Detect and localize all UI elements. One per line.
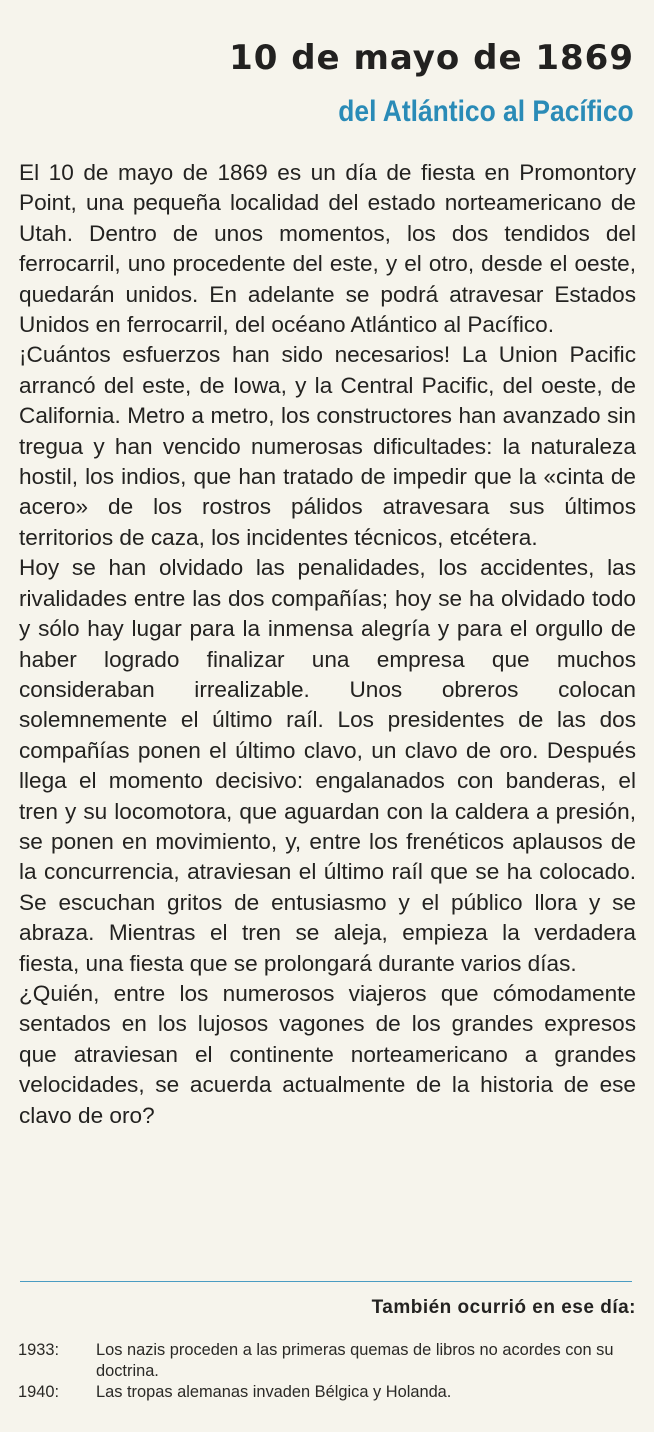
also-happened-heading: También ocurrió en ese día:: [371, 1297, 636, 1318]
event-year: 1940:: [18, 1383, 60, 1402]
paragraph: ¿Quién, entre los numerosos viajeros que cómodamente sentados en los lujosos vagones de los grandes expresos que atraviesan el continente norteamericano a grandes velocidades, se acuerda actualmente de la historia de ese clavo de oro?: [19, 980, 636, 1128]
event-year: 1933:: [18, 1341, 60, 1359]
paragraph: ¡Cuántos esfuerzos han sido necesarios! La Union Pacific arrancó del este, de Iowa, y la Central Pacific, del oeste, de California. Metro a metro, los constructores han avanzado sin tregua y han vencido numerosas dificultades: la naturaleza hostil, los indios, que han tratado de impedir que la «cinta de acero» de los rostros pálidos atravesara sus últimos territorios de caza, los incidentes técnicos, etcétera.: [19, 342, 636, 550]
event-item: [18, 1382, 638, 1403]
page-title: 10 de mayo de 1869: [229, 38, 634, 78]
events-list: [18, 1340, 638, 1404]
event-item: [18, 1340, 638, 1381]
event-text: Los nazis proceden a las primeras quemas de libros no acordes con su doctrina.: [96, 1341, 614, 1380]
section-divider: [20, 1281, 632, 1282]
article-body: [19, 158, 636, 1131]
paragraph: El 10 de mayo de 1869 es un día de fiesta en Promontory Point, una pequeña localidad del estado norteamericano de Utah. Dentro de unos momentos, los dos tendidos del ferrocarril, uno procedente del este, y el otro, desde el oeste, quedarán unidos. En adelante se podrá atravesar Estados Unidos en ferrocarril, del océano Atlántico al Pacífico.: [19, 160, 636, 338]
event-text: Las tropas alemanas invaden Bélgica y Holanda.: [96, 1383, 452, 1402]
page-subtitle: del Atlántico al Pacífico: [338, 95, 634, 128]
paragraph: Hoy se han olvidado las penalidades, los accidentes, las rivalidades entre las dos compañías; hoy se ha olvidado todo y sólo hay lugar para la inmensa alegría y para el orgullo de haber logrado finalizar una empresa que muchos consideraban irrealizable. Unos obreros colocan solemnemente el último raíl. Los presidentes de las dos compañías ponen el último clavo, un clavo de oro. Después llega el momento decisivo: engalanados con banderas, el tren y su locomotora, que aguardan con la caldera a presión, se ponen en movimiento, y, entre los frenéticos aplausos de la concurrencia, atraviesan el último raíl que se ha colocado. Se escuchan gritos de entusiasmo y el público llora y se abraza. Mientras el tren se aleja, empieza la verdadera fiesta, una fiesta que se prolongará durante varios días.: [19, 555, 636, 976]
